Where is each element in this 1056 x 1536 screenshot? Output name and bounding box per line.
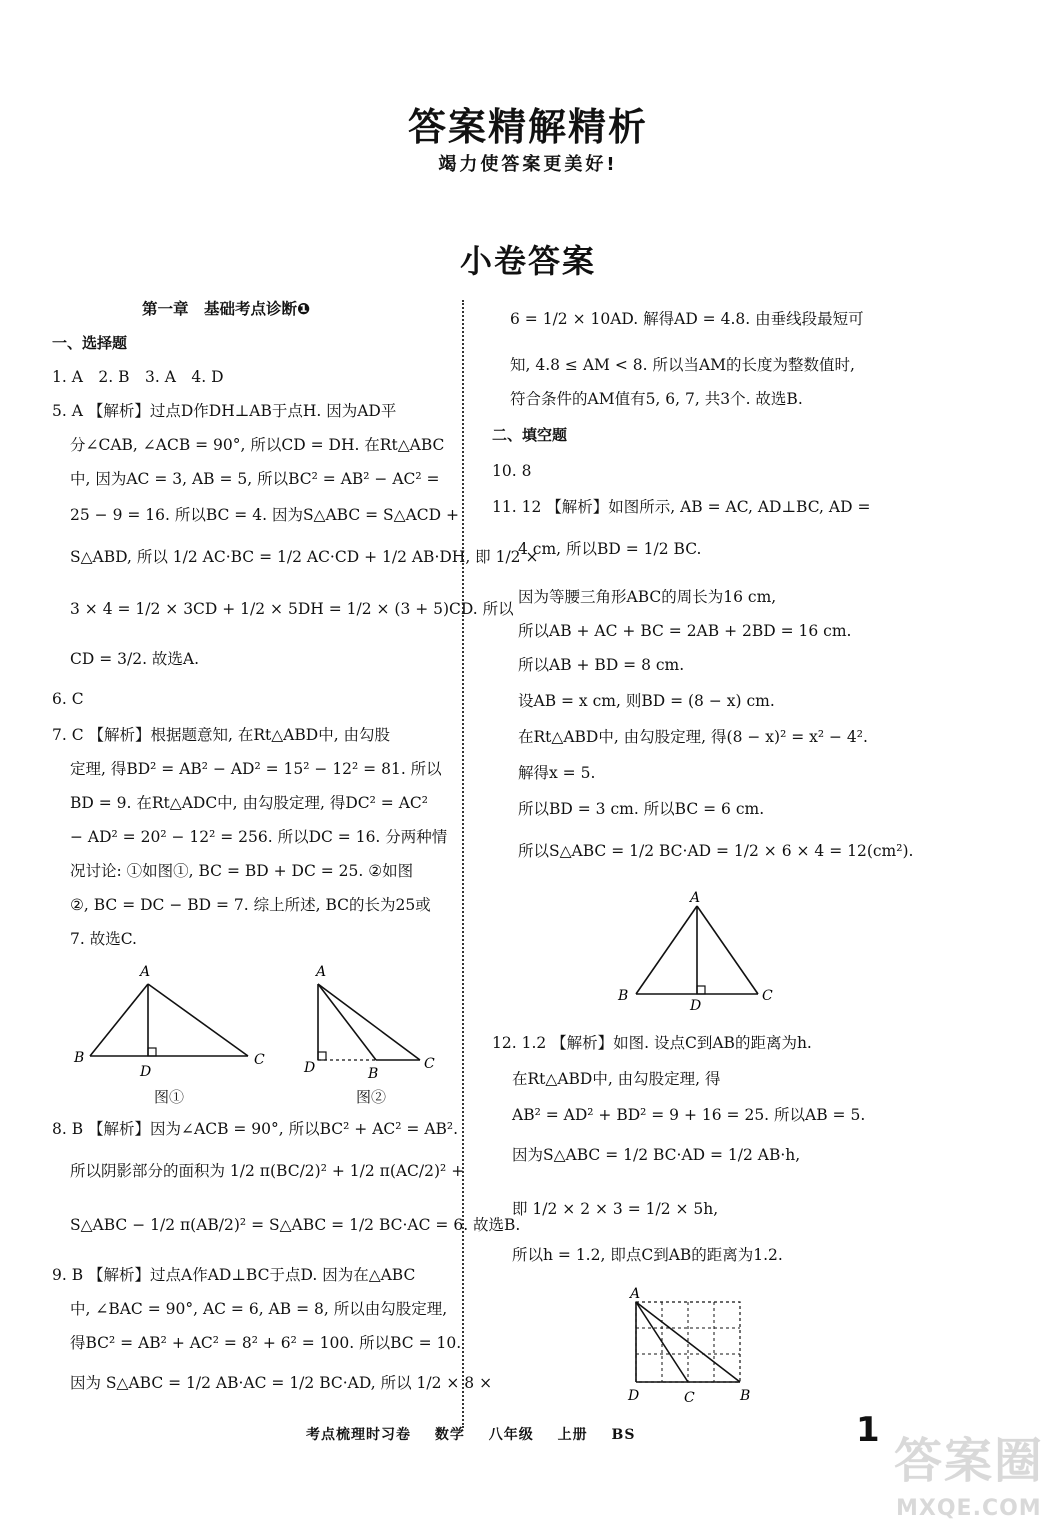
page-subtitle: 竭力使答案更美好!: [438, 154, 618, 175]
answer-line: 6 = 1/2 × 10AD. 解得AD = 4.8. 由垂线段最短可: [510, 310, 864, 328]
answer-line: 即 1/2 × 2 × 3 = 1/2 × 5h,: [512, 1200, 719, 1218]
answer-line: 1. A 2. B 3. A 4. D: [52, 368, 224, 386]
answer-line: 设AB = x cm, 则BD = (8 − x) cm.: [518, 692, 775, 710]
answer-line: 6. C: [52, 690, 84, 708]
watermark-url: MXQE.COM: [896, 1496, 1042, 1521]
answer-line: 二、填空题: [492, 426, 568, 444]
answer-line: 8. B 【解析】因为∠ACB = 90°, 所以BC² + AC² = AB².: [52, 1120, 459, 1138]
label-C: C: [684, 1390, 695, 1406]
answer-line: S△ABC − 1/2 π(AB/2)² = S△ABC = 1/2 BC·AC = 6. 故选B.: [70, 1216, 521, 1234]
answer-line: 因为S△ABC = 1/2 BC·AD = 1/2 AB·h,: [512, 1146, 801, 1164]
answer-line: 因为等腰三角形ABC的周长为16 cm,: [518, 588, 777, 606]
answer-line: 所以阴影部分的面积为 1/2 π(BC/2)² + 1/2 π(AC/2)² +: [70, 1162, 465, 1180]
figure-2: [296, 960, 446, 1080]
label-C: C: [254, 1052, 265, 1068]
watermark-logo: 答案圈: [894, 1433, 1045, 1489]
label-B: B: [74, 1050, 85, 1066]
watermark: [890, 1420, 1050, 1530]
answer-line: 所以BD = 3 cm. 所以BC = 6 cm.: [518, 800, 765, 818]
answer-line: BD = 9. 在Rt△ADC中, 由勾股定理, 得DC² = AC²: [70, 794, 428, 812]
answer-line: 知, 4.8 ≤ AM < 8. 所以当AM的长度为整数值时,: [510, 356, 855, 374]
figure-2-caption: 图②: [356, 1088, 387, 1106]
answer-line: 12. 1.2 【解析】如图. 设点C到AB的距离为h.: [492, 1034, 812, 1052]
footer-book: 考点梳理时习卷: [306, 1427, 411, 1443]
figure-q12: [622, 1282, 772, 1408]
answer-line: − AD² = 20² − 12² = 256. 所以DC = 16. 分两种情: [70, 828, 448, 846]
label-A: A: [690, 890, 701, 906]
answer-line: 11. 12 【解析】如图所示, AB = AC, AD⊥BC, AD =: [492, 498, 871, 516]
label-D: D: [690, 998, 702, 1014]
label-D: D: [304, 1060, 316, 1076]
label-A: A: [316, 964, 327, 980]
label-A: A: [140, 964, 151, 980]
label-A: A: [630, 1286, 641, 1302]
label-B: B: [368, 1066, 379, 1080]
section-title: 小卷答案: [459, 242, 596, 280]
label-D: D: [140, 1064, 152, 1080]
answer-line: 所以AB + BD = 8 cm.: [518, 656, 685, 674]
label-C: C: [762, 988, 773, 1004]
answer-line: 所以h = 1.2, 即点C到AB的距离为1.2.: [512, 1246, 783, 1264]
label-D: D: [628, 1388, 640, 1404]
figure-q11: [610, 888, 790, 1014]
answer-line: 7. 故选C.: [70, 930, 137, 948]
answer-line: AB² = AD² + BD² = 9 + 16 = 25. 所以AB = 5.: [512, 1106, 866, 1124]
answer-line: 在Rt△ABD中, 由勾股定理, 得(8 − x)² = x² − 4².: [518, 728, 868, 746]
answer-line: 7. C 【解析】根据题意知, 在Rt△ABD中, 由勾股: [52, 726, 391, 744]
answer-line: 所以S△ABC = 1/2 BC·AD = 1/2 × 6 × 4 = 12(cm²).: [518, 842, 914, 860]
page-number: 1: [856, 1410, 880, 1450]
answer-line: ②, BC = DC − BD = 7. 综上所述, BC的长为25或: [70, 896, 431, 914]
answer-line: 符合条件的AM值有5, 6, 7, 共3个. 故选B.: [510, 390, 803, 408]
answer-line: 25 − 9 = 16. 所以BC = 4. 因为S△ABC = S△ACD +: [70, 506, 459, 524]
column-divider: [462, 300, 464, 1428]
footer: [306, 1424, 653, 1444]
figure-1-caption: 图①: [154, 1088, 185, 1106]
answer-line: 中, ∠BAC = 90°, AC = 6, AB = 8, 所以由勾股定理,: [70, 1300, 448, 1318]
answer-line: 因为 S△ABC = 1/2 AB·AC = 1/2 BC·AD, 所以 1/2 × 8 ×: [70, 1374, 493, 1392]
label-C: C: [424, 1056, 435, 1072]
answer-line: 况讨论: ①如图①, BC = BD + DC = 25. ②如图: [70, 862, 414, 880]
answer-line: 10. 8: [492, 462, 532, 480]
answer-line: 所以AB + AC + BC = 2AB + 2BD = 16 cm.: [518, 622, 852, 640]
answer-line: 一、选择题: [52, 334, 128, 352]
answer-line: 4 cm, 所以BD = 1/2 BC.: [518, 540, 702, 558]
answer-line: 9. B 【解析】过点A作AD⊥BC于点D. 因为在△ABC: [52, 1266, 416, 1284]
answer-line: 定理, 得BD² = AB² − AD² = 15² − 12² = 81. 所以: [70, 760, 442, 778]
answer-line: 在Rt△ABD中, 由勾股定理, 得: [512, 1070, 721, 1088]
answer-line: 3 × 4 = 1/2 × 3CD + 1/2 × 5DH = 1/2 × (3 + 5)CD. 所以: [70, 600, 514, 618]
label-B: B: [740, 1388, 751, 1404]
footer-edition: BS: [611, 1427, 636, 1443]
answer-line: 5. A 【解析】过点D作DH⊥AB于点H. 因为AD平: [52, 402, 397, 420]
footer-volume: 上册: [557, 1427, 588, 1443]
answer-line: 分∠CAB, ∠ACB = 90°, 所以CD = DH. 在Rt△ABC: [70, 436, 445, 454]
answer-line: CD = 3/2. 故选A.: [70, 650, 200, 668]
footer-grade: 八年级: [488, 1427, 534, 1443]
label-B: B: [618, 988, 629, 1004]
footer-subject: 数学: [434, 1427, 465, 1443]
figure-1: [70, 960, 280, 1080]
chapter-heading: 第一章 基础考点诊断❶: [142, 300, 311, 318]
answer-line: 中, 因为AC = 3, AB = 5, 所以BC² = AB² − AC² =: [70, 470, 440, 488]
answer-line: S△ABD, 所以 1/2 AC·BC = 1/2 AC·CD + 1/2 AB·DH, 即 1/2 ×: [70, 548, 539, 566]
answer-line: 解得x = 5.: [518, 764, 596, 782]
answer-line: 得BC² = AB² + AC² = 8² + 6² = 100. 所以BC = 10.: [70, 1334, 462, 1352]
page-title: 答案精解精析: [407, 105, 648, 149]
